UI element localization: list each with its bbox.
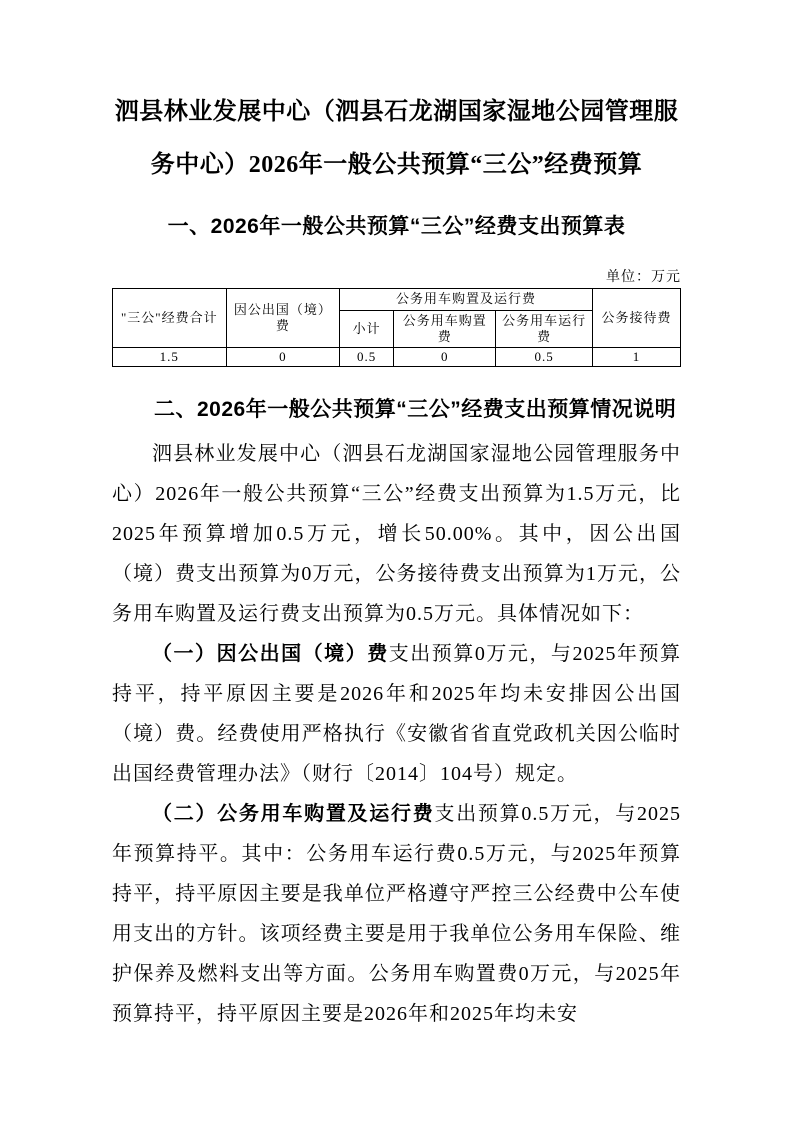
- col-header-abroad: 因公出国（境）费: [226, 289, 340, 348]
- paragraph-vehicle-text: 支出预算0.5万元，与2025年预算持平。其中：公务用车运行费0.5万元，与2025年预算持平，持平原因主要是我单位严格遵守严控三公经费中公车使用支出的方针。该项经费主要是用于我单位公务用车保险、维护保养及燃料支出等方面。公务用车购置费0万元，与2025年预算持平，持平原因主要是2026年和2025年均未安: [112, 803, 682, 1026]
- col-header-total: "三公"经费合计: [113, 289, 227, 348]
- paragraph-abroad-text: 支出预算0万元，与2025年预算持平，持平原因主要是2026年和2025年均未安排因公出国（境）费。经费使用严格执行《安徽省省直党政机关因公临时出国经费管理办法》（财行〔2014〕104号）规定。: [112, 643, 682, 786]
- col-header-vehicle-subtotal: 小计: [340, 311, 394, 348]
- value-reception: 1: [592, 348, 680, 367]
- value-vehicle-purchase: 0: [394, 348, 496, 367]
- section1-heading: 一、2026年一般公共预算“三公”经费支出预算表: [167, 215, 626, 238]
- paragraph-abroad-lead: （一）因公出国（境）费: [152, 643, 389, 666]
- paragraph-overview: [112, 434, 681, 634]
- col-header-vehicle-purchase: 公务用车购置费: [394, 311, 496, 348]
- table-unit-note: 单位：万元: [606, 270, 681, 285]
- col-header-vehicle-operation: 公务用车运行费: [496, 311, 593, 348]
- value-total: 1.5: [113, 348, 227, 367]
- paragraph-vehicle-expense: [112, 794, 681, 1034]
- document-title: 泗县林业发展中心（泗县石龙湖国家湿地公园管理服务中心）2026年一般公共预算“三公”经费预算: [114, 99, 679, 178]
- value-abroad: 0: [226, 348, 340, 367]
- section2-heading: 二、2026年一般公共预算“三公”经费支出预算情况说明: [154, 398, 677, 422]
- table-data-row: [113, 348, 681, 367]
- col-header-vehicle-group: 公务用车购置及运行费: [340, 289, 593, 311]
- three-public-budget-table: [112, 288, 681, 367]
- paragraph-vehicle-lead: （二）公务用车购置及运行费: [152, 803, 435, 826]
- paragraph-abroad-expense: [112, 634, 681, 794]
- value-vehicle-operation: 0.5: [496, 348, 593, 367]
- table-header-row-1: [113, 289, 681, 311]
- col-header-reception: 公务接待费: [592, 289, 680, 348]
- paragraph-overview-text: 泗县林业发展中心（泗县石龙湖国家湿地公园管理服务中心）2026年一般公共预算“三公”经费支出预算为1.5万元，比2025年预算增加0.5万元，增长50.00%。其中，因公出国（境）费支出预算为0万元，公务接待费支出预算为1万元，公务用车购置及运行费支出预算为0.5万元。具体情况如下：: [112, 443, 681, 626]
- value-vehicle-subtotal: 0.5: [340, 348, 394, 367]
